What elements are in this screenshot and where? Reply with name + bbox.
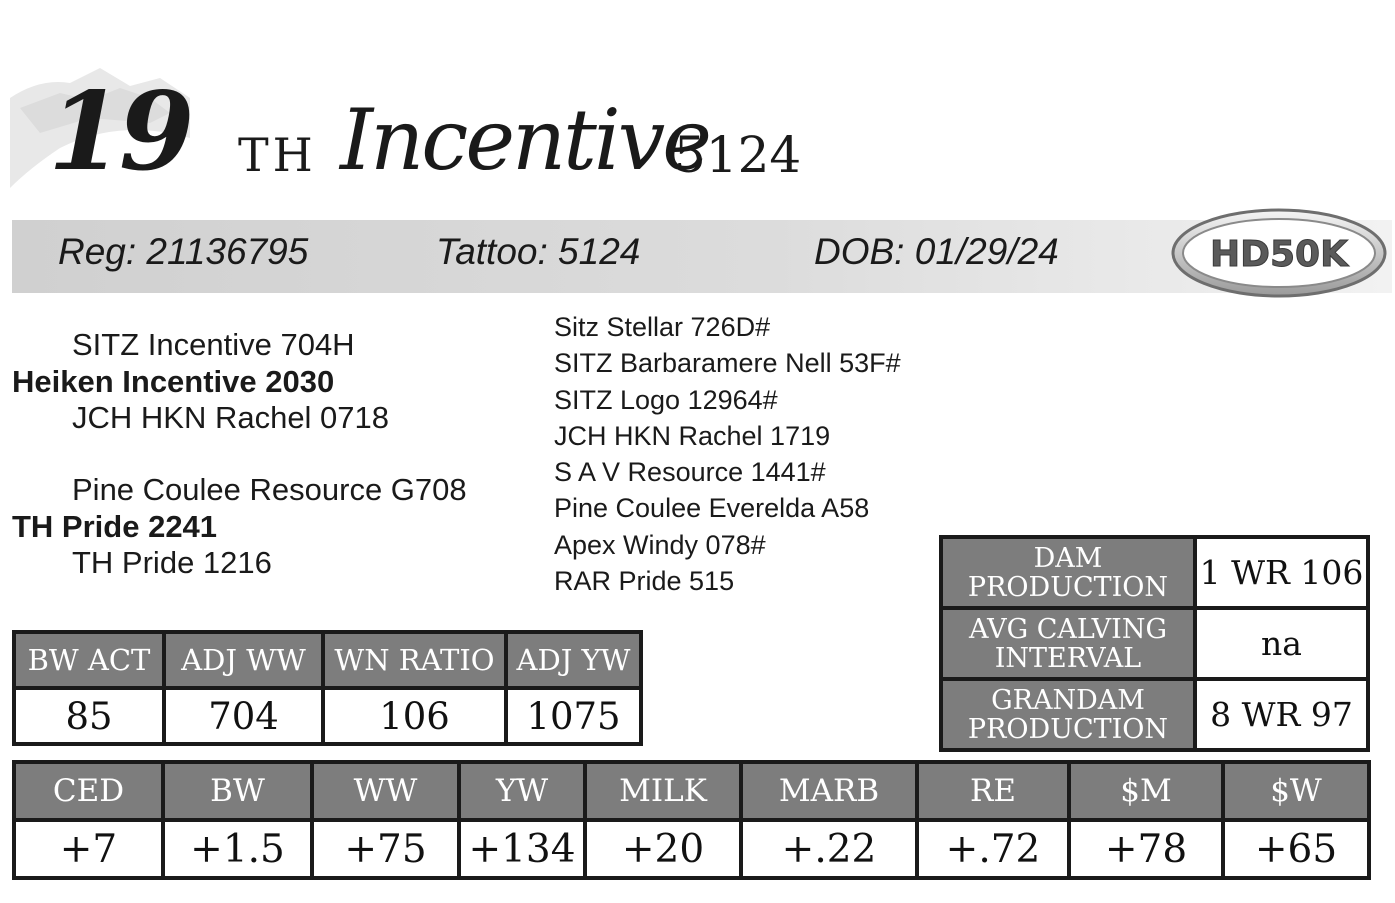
- animal-name-prefix: TH: [238, 128, 317, 182]
- epd-table: [12, 760, 1371, 880]
- epd-value-cell: +20: [585, 820, 741, 878]
- epd-value-cell: +1.5: [163, 820, 312, 878]
- table-row: [14, 820, 1369, 878]
- table-row: [14, 688, 641, 744]
- epd-value-cell: +.72: [917, 820, 1069, 878]
- epd-value-cell: +134: [459, 820, 585, 878]
- date-of-birth: DOB: 01/29/24: [814, 231, 1059, 272]
- pedigree-third-gen-8: RAR Pride 515: [554, 566, 735, 596]
- animal-name-script: Incentive: [340, 91, 709, 189]
- weights-header-cell: ADJ WW: [164, 632, 323, 688]
- grandam-production-value: 8 WR 97: [1195, 679, 1368, 750]
- epd-header-cell: WW: [312, 762, 459, 820]
- pedigree-dam-sire: Pine Coulee Resource G708: [72, 472, 467, 507]
- avg-calving-interval-value: na: [1195, 608, 1368, 679]
- epd-value-cell: +75: [312, 820, 459, 878]
- grandam-production-label: GRANDAM PRODUCTION: [941, 679, 1195, 750]
- avg-calving-interval-label: AVG CALVING INTERVAL: [941, 608, 1195, 679]
- pedigree-sire-dam: JCH HKN Rachel 0718: [72, 400, 390, 435]
- weights-value-cell: 1075: [506, 688, 641, 744]
- weights-header-cell: ADJ YW: [506, 632, 641, 688]
- registration-number: Reg: 21136795: [58, 231, 309, 272]
- lot-number: 19: [48, 69, 191, 195]
- table-row: [14, 762, 1369, 820]
- pedigree-third-gen-4: JCH HKN Rachel 1719: [554, 421, 831, 451]
- epd-header-cell: CED: [14, 762, 163, 820]
- table-row: [14, 632, 641, 688]
- weights-value-cell: 85: [14, 688, 164, 744]
- epd-value-cell: +.22: [741, 820, 917, 878]
- epd-header-cell: BW: [163, 762, 312, 820]
- epd-header-cell: MILK: [585, 762, 741, 820]
- pedigree-third-gen-3: SITZ Logo 12964#: [554, 385, 778, 415]
- pedigree-third-gen-2: SITZ Barbaramere Nell 53F#: [554, 348, 901, 378]
- pedigree-third-gen-7: Apex Windy 078#: [554, 530, 766, 560]
- epd-value-cell: +65: [1223, 820, 1369, 878]
- epd-header-cell: $M: [1069, 762, 1223, 820]
- pedigree-dam: TH Pride 2241: [12, 509, 218, 544]
- table-row: [941, 537, 1368, 608]
- weights-value-cell: 704: [164, 688, 323, 744]
- epd-header-cell: YW: [459, 762, 585, 820]
- epd-header-cell: $W: [1223, 762, 1369, 820]
- animal-name-number: 5124: [674, 126, 802, 184]
- weights-table: [12, 630, 643, 746]
- table-row: [941, 679, 1368, 750]
- hd50k-badge-label: HD50K: [1209, 234, 1349, 275]
- pedigree-third-gen-6: Pine Coulee Everelda A58: [554, 493, 870, 523]
- pedigree-third-gen-1: Sitz Stellar 726D#: [554, 312, 771, 342]
- pedigree-dam-dam: TH Pride 1216: [72, 545, 272, 580]
- weights-header-cell: BW ACT: [14, 632, 164, 688]
- hd50k-badge-icon: [1170, 207, 1388, 299]
- dam-production-value: 1 WR 106: [1195, 537, 1368, 608]
- epd-value-cell: +7: [14, 820, 163, 878]
- dam-production-label: DAM PRODUCTION: [941, 537, 1195, 608]
- epd-header-cell: RE: [917, 762, 1069, 820]
- tattoo: Tattoo: 5124: [436, 231, 641, 272]
- pedigree-sire: Heiken Incentive 2030: [12, 364, 335, 399]
- epd-value-cell: +78: [1069, 820, 1223, 878]
- pedigree-third-gen-5: S A V Resource 1441#: [554, 457, 826, 487]
- pedigree-sire-sire: SITZ Incentive 704H: [72, 327, 355, 362]
- epd-header-cell: MARB: [741, 762, 917, 820]
- dam-production-table: [939, 535, 1370, 752]
- weights-value-cell: 106: [323, 688, 506, 744]
- weights-header-cell: WN RATIO: [323, 632, 506, 688]
- table-row: [941, 608, 1368, 679]
